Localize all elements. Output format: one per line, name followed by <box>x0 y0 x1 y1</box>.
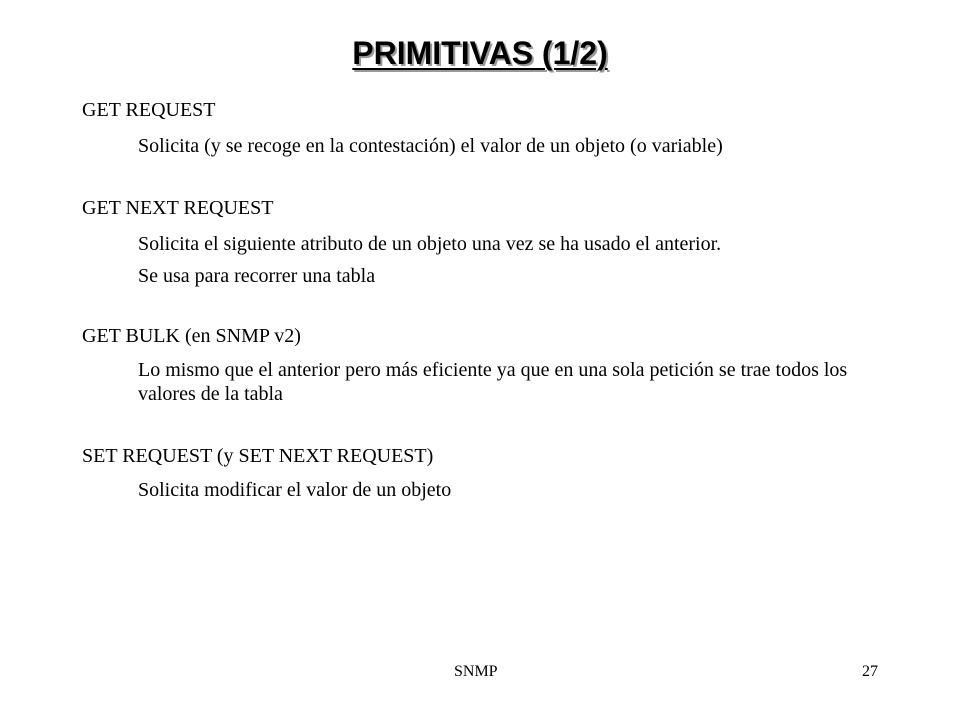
footer-page-number: 27 <box>862 663 878 680</box>
section-description-get-next-request-2: Se usa para recorrer una tabla <box>138 265 376 287</box>
slide-title: PRIMITIVAS (1/2) <box>352 35 608 71</box>
footer-label: SNMP <box>454 663 498 680</box>
section-description-get-request: Solicita (y se recoge en la contestación) el valor de un objeto (o variable) <box>138 135 723 157</box>
section-description-set-request: Solicita modificar el valor de un objeto <box>138 479 452 501</box>
section-heading-get-next-request: GET NEXT REQUEST <box>82 197 274 219</box>
section-description-get-next-request: Solicita el siguiente atributo de un objeto una vez se ha usado el anterior. <box>138 233 722 255</box>
section-description-get-bulk: Lo mismo que el anterior pero más eficiente ya que en una sola petición se trae todos los valores de la tabla <box>138 359 848 405</box>
slide-title-container <box>0 31 960 75</box>
section-heading-set-request: SET REQUEST (y SET NEXT REQUEST) <box>82 445 434 467</box>
section-heading-get-bulk: GET BULK (en SNMP v2) <box>82 325 301 347</box>
section-heading-get-request: GET REQUEST <box>82 99 216 121</box>
